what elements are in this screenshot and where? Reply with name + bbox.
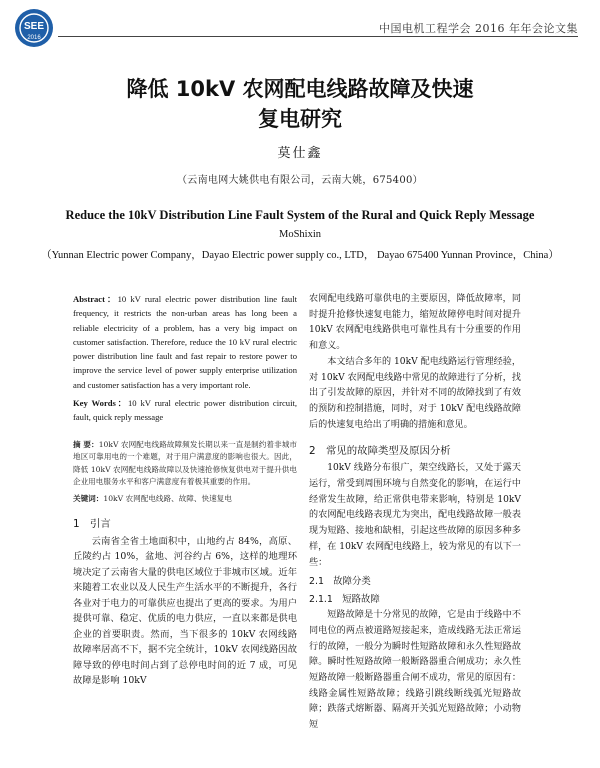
- paper-title-en: Reduce the 10kV Distribution Line Fault System of the Rural and Quick Reply Message: [65, 208, 535, 222]
- subsection-heading-short-circuit: 2.1.1 短路故障: [309, 594, 380, 606]
- fault-types-paragraph: 10kV 线路分布很广，架空线路长，又处于露天运行，常受到周围环境与自然变化的影响，在运行中经常发生故障，给正常供电带来影响，特别是 10kV 的农网配电线路表现尤为突出，配电线路故障一般表现为短路、接地和缺相，引起这些故障的原因多种多样，在 10kV 农网配电线路上，较为常见的有以下一些：: [309, 463, 521, 568]
- keywords-en-label: Key Words：: [73, 398, 128, 409]
- keywords-en: [73, 396, 297, 425]
- abstract-en-label: Abstract：: [73, 294, 118, 304]
- subsection-heading-classification: 2.1 故障分类: [309, 576, 371, 588]
- conference-logo: [14, 8, 54, 48]
- header-divider: [58, 36, 578, 37]
- paper-title-cn: [40, 74, 560, 134]
- short-circuit-paragraph: 短路故障是十分常见的故障，它是由于线路中不同电位的两点被道路短接起来，造成线路无法正常运行的故障，一般分为瞬时性短路故障和永久性短路故障。瞬时性短路故障一般断路器重合闸成功；永久性短路故障一般断路器重合闸不成功，常见的原因有：线路金属性短路故障；线路引跳线断线弧光短路故障；跌落式熔断器、隔离开关弧光短路故障；小动物短: [309, 610, 521, 731]
- intro-paragraph-2: 本文结合多年的 10kV 配电线路运行管理经验，对 10kV 农网配电线路中常见的故障进行了分析，找出了引发故障的原因，并针对不同的故障找到了有效的预防和控制措施，同时，对于 10kV 配电线路故障后的快速复电给出了明确的措施和意见。: [309, 356, 521, 430]
- affiliation-en: （Yunnan Electric power Company，Dayao Electric power supply co., LTD， Dayao 675400 Yunnan Province，China）: [41, 250, 559, 261]
- section-heading-intro: 1 引言: [73, 517, 111, 530]
- logo-text: SEE: [23, 21, 45, 32]
- author-en: MoShixin: [278, 229, 321, 240]
- left-column: [73, 292, 297, 689]
- keywords-en-text: 10 kV rural electric power distribution circuit, fault, quick reply message: [73, 398, 297, 423]
- abstract-cn-text: 10kV 农网配电线路故障频发长期以来一直是制约着非城市地区可靠用电的一个难题，对于用户满意度的影响也很大。因此，降低 10kV 农网配电线路故障以及快速抢修恢复供电对于提升供电企业用电服务水平和客户满意度有着极其重要的作用。: [73, 439, 297, 487]
- keywords-cn-label: 关键词：: [73, 494, 104, 504]
- abstract-en: [73, 292, 297, 392]
- keywords-cn: [73, 493, 297, 506]
- affiliation-cn: （云南电网大姚供电有限公司，云南大姚，675400）: [177, 175, 423, 186]
- running-title: 中国电机工程学会 2016 年年会论文集: [379, 22, 578, 35]
- paper-title-cn-line2: 复电研究: [258, 107, 342, 131]
- abstract-en-text: 10 kV rural electric power distribution line fault frequency, it restricts the non-urban areas has long been a reliable electricity of a problem, has a very big impact on customer satisfaction. Therefore, reduce the 10 kV rural electric power distribution line fault and fast repair to restore power to improve the service level of power supply enterprise utilization and customer satisfaction has a very important role.: [73, 294, 297, 390]
- paper-title-cn-line1: 降低 10kV 农网配电线路故障及快速: [126, 77, 474, 101]
- author-cn: 莫仕鑫: [277, 146, 323, 161]
- logo-year: 2016: [27, 35, 41, 41]
- intro-paragraph-1-continued: 农网配电线路可靠供电的主要原因，降低故障率，同时提升抢修快速复电能力，缩短故障停电时间对提升 10kV 农网配电线路供电可靠性具有十分重要的作用和意义。: [309, 294, 521, 352]
- right-column: [309, 292, 521, 734]
- intro-paragraph-1: 云南省全省土地面积中，山地约占 84%，高原、丘陵约占 10%，盆地、河谷约占 6%，这样的地理环境决定了云南省大量的供电区域位于非城市区域。近年来随着工农业以及人民生产生活水平的不断提升，各行各业对于电力的可靠供应也提出了更高的要求。为用户提供可靠、稳定、优质的电力供应，一直以来都是供电企业的首要职责。然而，当下很多的 10kV 农网线路故障率居高不下，据不完全统计，10kV 农网线路因故障导致的停电时间占到了总停电时间的近 7 成，可见故障是影响 10kV: [73, 535, 297, 687]
- keywords-cn-text: 10kV 农网配电线路、故障、快速复电: [103, 494, 232, 504]
- section-heading-fault-types: 2 常见的故障类型及原因分析: [309, 445, 451, 458]
- abstract-cn: [73, 439, 297, 489]
- abstract-cn-label: 摘 要：: [73, 439, 99, 449]
